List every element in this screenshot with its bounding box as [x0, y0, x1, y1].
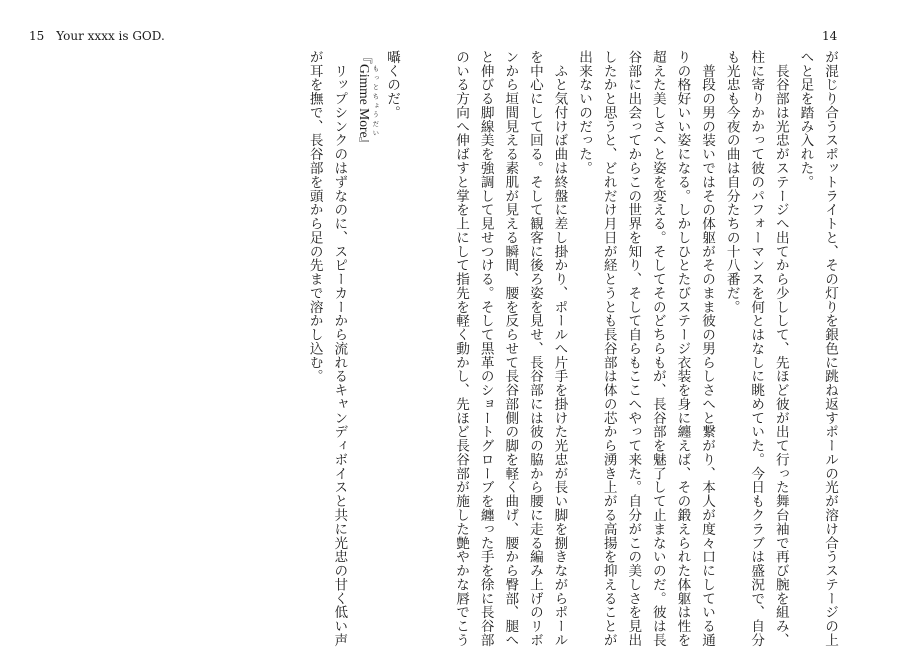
running-header-left: 15 Your xxxx is GOD.	[29, 29, 165, 43]
body-line: ンから垣間見える素肌が見える瞬間、腰を反らせて長谷部側の脚を軽く曲げ、腰から臀部、腿へ	[502, 50, 519, 647]
song-title-ruby: もっとちょうだい	[371, 63, 380, 138]
body-line: のいる方向へ伸ばすと掌を上にして指先を軽く動かし、先ほど長谷部が施した艶やかな唇でこう	[453, 50, 470, 647]
body-line: が耳を撫で、長谷部を頭から足の先まで溶かし込む。	[306, 50, 323, 384]
body-line: へと足を踏み入れた。	[797, 50, 814, 189]
body-line: を中心にして回る。そして観客に後ろ姿を見せ、長谷部には彼の脇から腰に走る編み上げのリボ	[526, 50, 543, 647]
body-line: りの格好いい姿になる。しかしひとたびステージ衣装を身に纏えば、その鍛えられた体躯は性を	[674, 50, 691, 647]
song-title	[356, 63, 380, 138]
body-line: 長谷部は光忠がステージへ出てから少しして、先ほど彼が出て行った舞台袖で再び腕を組み、	[772, 50, 789, 647]
body-line: が混じり合うスポットライトと、その灯りを銀色に跳ね返すポールの光が溶け合うステージの上	[822, 50, 838, 647]
song-title-text: Gimme More	[356, 63, 372, 138]
body-line: 普段の男の装いではその体躯がそのまま彼の男らしさへと繋がり、本人が度々口にしている通	[699, 50, 716, 647]
title-bracket-open: 『	[355, 50, 372, 64]
body-line: 囁くのだ。	[384, 50, 400, 120]
right-page-body	[362, 50, 842, 647]
body-line: 谷部に出会ってからこの世界を知り、そして自らもここへやって来た。自分がこの美しさを見出	[625, 50, 642, 647]
left-page-body	[306, 50, 404, 647]
body-line: も光忠も今夜の曲は自分たちの十八番だ。	[723, 50, 740, 314]
body-line: 出来ないのだった。	[576, 50, 593, 175]
title-bracket-close: 』	[355, 137, 372, 151]
page-number-right: 14	[822, 29, 838, 43]
body-line: リップシンクのはずなのに、スピーカーから流れるキャンディボイスと共に光忠の甘く低い声	[331, 50, 348, 647]
song-title-line	[351, 50, 379, 618]
body-line: 柱に寄りかかって彼のパフォーマンスを何とはなしに眺めていた。今日もクラブは盛況で、自分	[748, 50, 765, 647]
body-line: したかと思うと、どれだけ月日が経とうとも長谷部は体の芯から湧き上がる高揚を抑えることが	[600, 50, 617, 647]
body-line: と伸びる脚線美を強調して見せつける。そして黒革のショートグローブを纏った手を徐に長谷部	[477, 50, 494, 647]
body-line: 超えた美しさへと姿を変える。そしてそのどちらもが、長谷部を魅了して止まないのだ。彼は長	[649, 50, 666, 647]
body-line: ふと気付けば曲は終盤に差し掛かり、ポールへ片手を掛けた光忠が長い脚を捌きながらポール	[551, 50, 568, 647]
